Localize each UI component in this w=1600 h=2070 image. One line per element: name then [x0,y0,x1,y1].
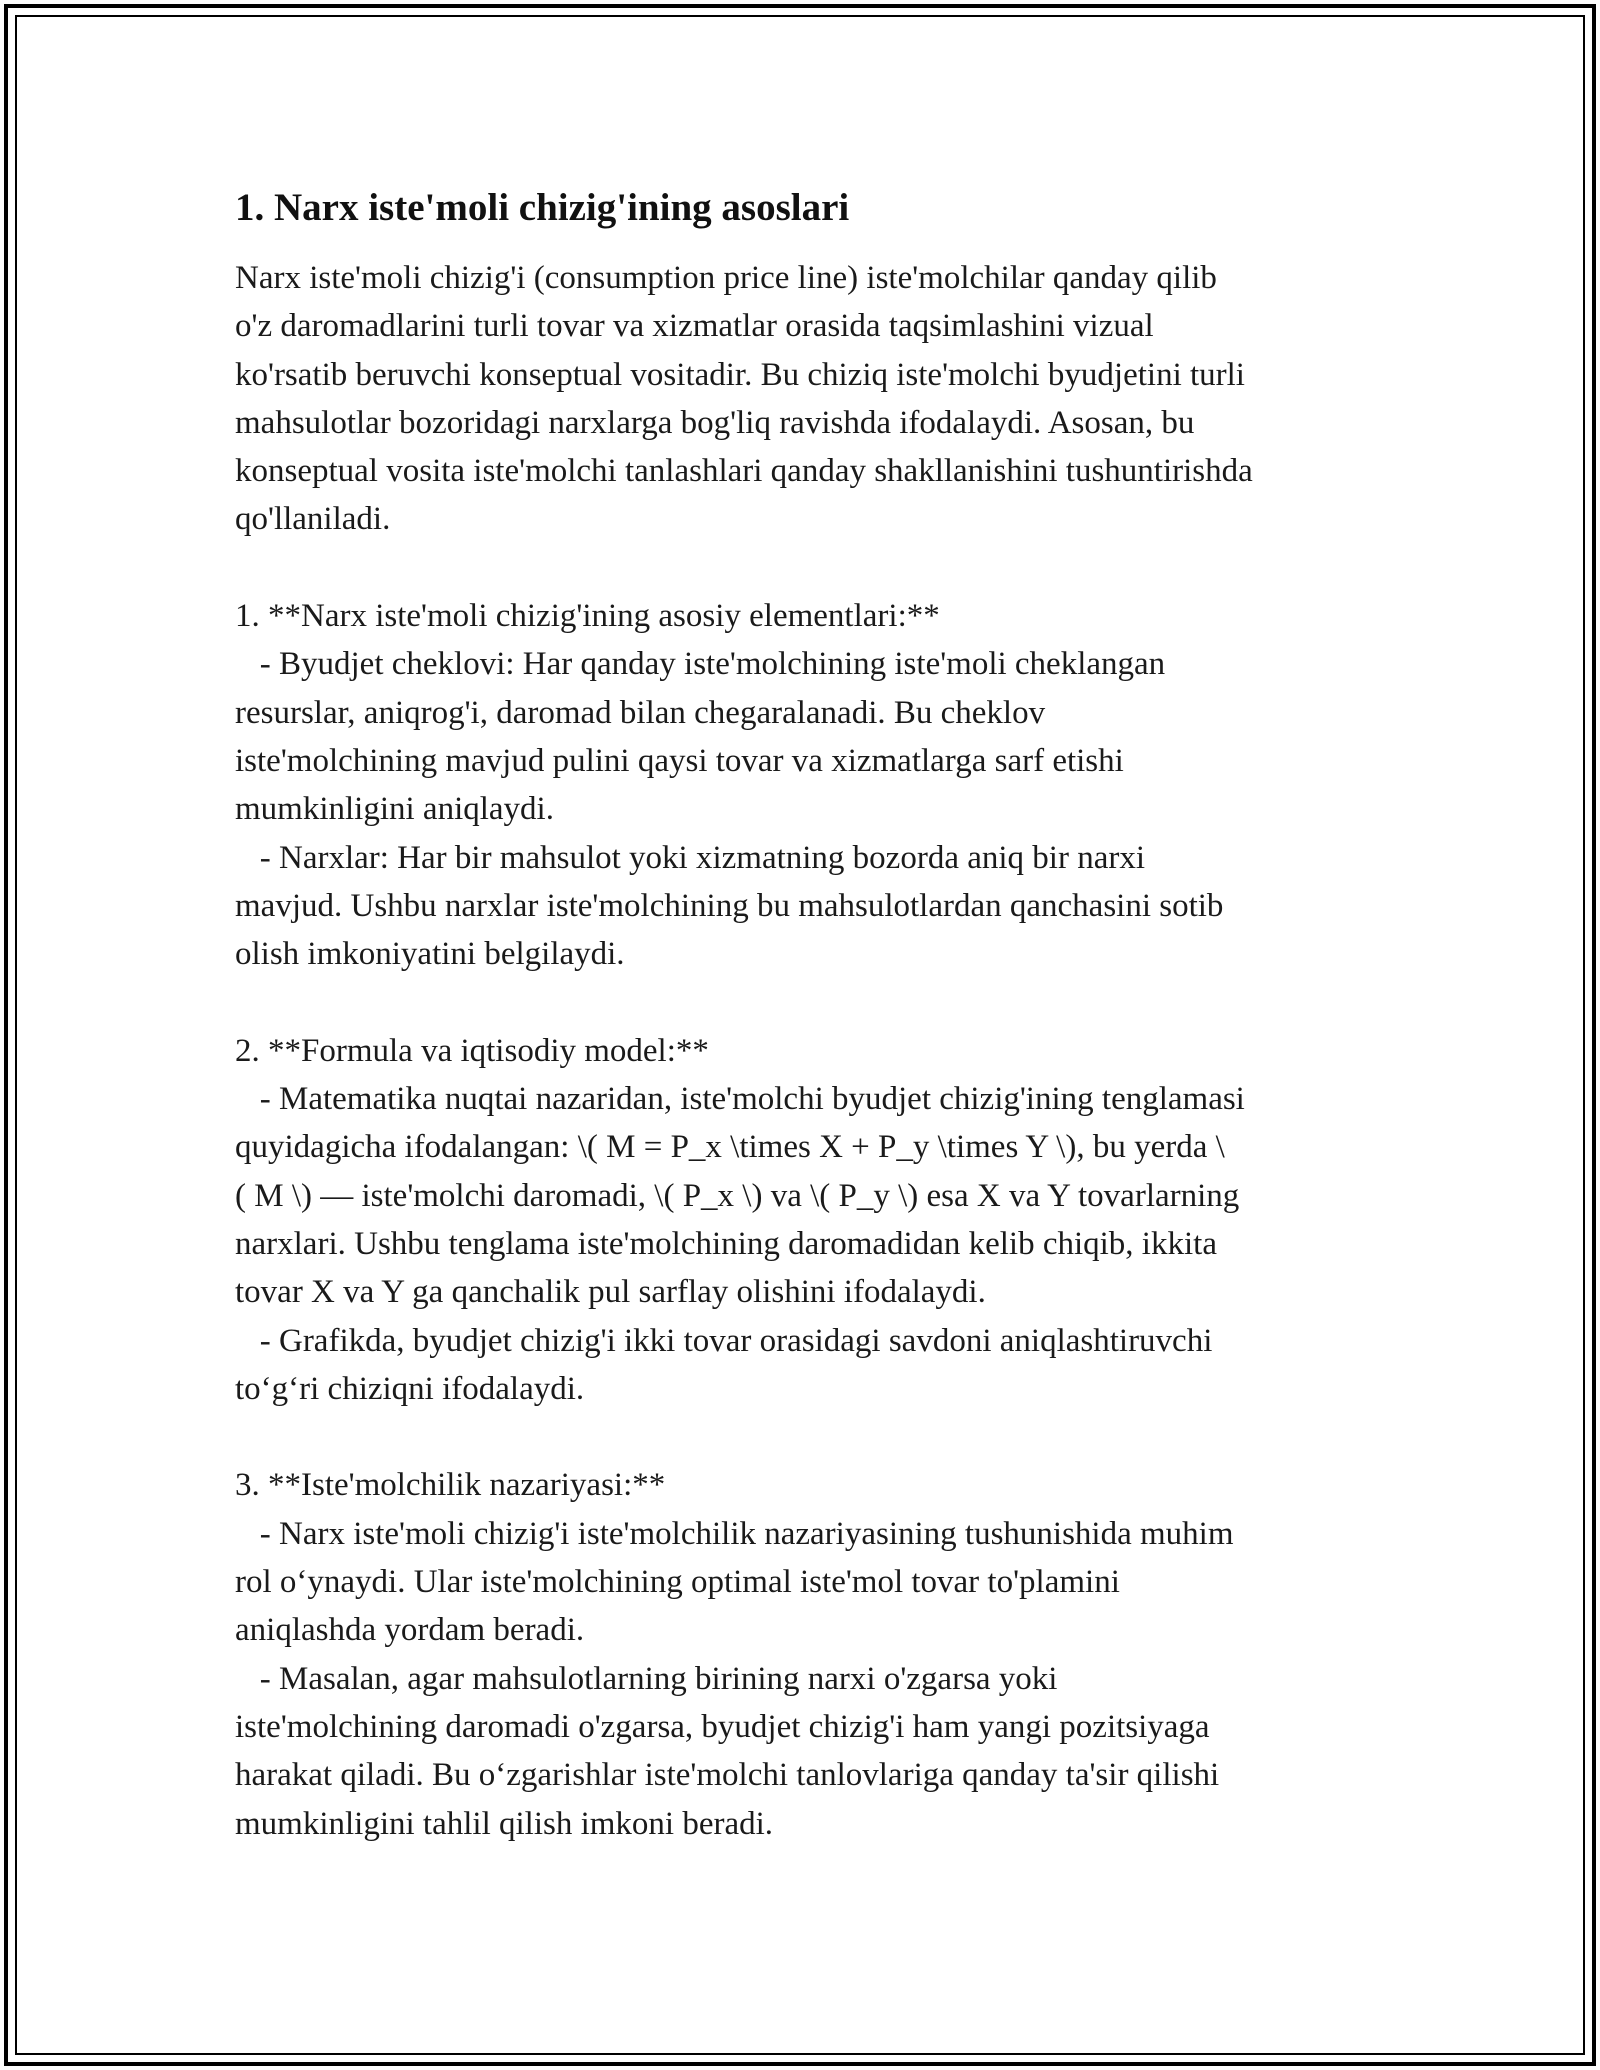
spacer [235,978,1375,1026]
intro-paragraph [235,254,1375,544]
intro-line: konseptual vosita iste'molchi tanlashlari qanday shakllanishini tushuntirishda [235,453,1253,490]
section-line: - Byudjet cheklovi: Har qanday iste'molchining iste'moli cheklangan [235,646,1166,683]
section-line: aniqlashda yordam beradi. [235,1612,585,1649]
section-line: mavjud. Ushbu narxlar iste'molchining bu mahsulotlardan qanchasini sotib [235,887,1224,924]
section-line: tovar X va Y ga qanchalik pul sarflay olishini ifodalaydi. [235,1274,986,1311]
section-line: mumkinligini tahlil qilish imkoni beradi. [235,1805,774,1842]
section-line: - Masalan, agar mahsulotlarning birining narxi o'zgarsa yoki [235,1660,1058,1697]
section-line: - Grafikda, byudjet chizig'i ikki tovar orasidagi savdoni aniqlashtiruvchi [235,1322,1213,1359]
section-line: - Matematika nuqtai nazaridan, iste'molchi byudjet chizig'ining tenglamasi [235,1081,1245,1118]
section-line: - Narxlar: Har bir mahsulot yoki xizmatning bozorda aniq bir narxi [235,839,1145,876]
section-line: iste'molchining mavjud pulini qaysi tovar va xizmatlarga sarf etishi [235,742,1124,779]
section-line: to‘g‘ri chiziqni ifodalaydi. [235,1370,585,1407]
section-heading: 3. **Iste'molchilik nazariyasi:** [235,1467,666,1504]
section-heading: 2. **Formula va iqtisodiy model:** [235,1032,709,1069]
document-body [235,184,1375,1848]
section-line: quyidagicha ifodalangan: \( M = P_x \times X + P_y \times Y \), bu yerda \ [235,1129,1225,1166]
section-heading: 1. **Narx iste'moli chizig'ining asosiy elementlari:** [235,598,940,635]
intro-line: Narx iste'moli chizig'i (consumption price line) iste'molchilar qanday qilib [235,260,1217,296]
section-line: iste'molchining daromadi o'zgarsa, byudjet chizig'i ham yangi pozitsiyaga [235,1708,1210,1745]
intro-line: mahsulotlar bozoridagi narxlarga bog'liq ravishda ifodalaydi. Asosan, bu [235,404,1195,441]
section-1 [235,592,1375,978]
section-line: harakat qiladi. Bu o‘zgarishlar iste'molchi tanlovlariga qanday ta'sir qilishi [235,1757,1220,1794]
spacer [235,544,1375,592]
section-line: olish imkoniyatini belgilaydi. [235,936,625,973]
section-line: mumkinligini aniqlaydi. [235,791,554,828]
intro-line: ko'rsatib beruvchi konseptual vositadir. Bu chiziq iste'molchi byudjetini turli [235,356,1245,393]
section-line: narxlari. Ushbu tenglama iste'molchining daromadidan kelib chiqib, ikkita [235,1225,1217,1262]
section-line: resurslar, aniqrog'i, daromad bilan chegaralanadi. Bu cheklov [235,694,1046,731]
intro-line: qo'llaniladi. [235,501,391,538]
section-line: - Narx iste'moli chizig'i iste'molchilik nazariyasining tushunishida muhim [235,1515,1234,1552]
section-2 [235,1027,1375,1413]
section-line: ( M \) — iste'molchi daromadi, \( P_x \) va \( P_y \) esa X va Y tovarlarning [235,1177,1240,1214]
section-line: rol o‘ynaydi. Ular iste'molchining optimal iste'mol tovar to'plamini [235,1564,1120,1601]
spacer [235,1413,1375,1461]
section-3 [235,1461,1375,1847]
document-title: 1. Narx iste'moli chizig'ining asoslari [235,186,850,229]
intro-line: o'z daromadlarini turli tovar va xizmatlar orasida taqsimlashini vizual [235,308,1154,345]
